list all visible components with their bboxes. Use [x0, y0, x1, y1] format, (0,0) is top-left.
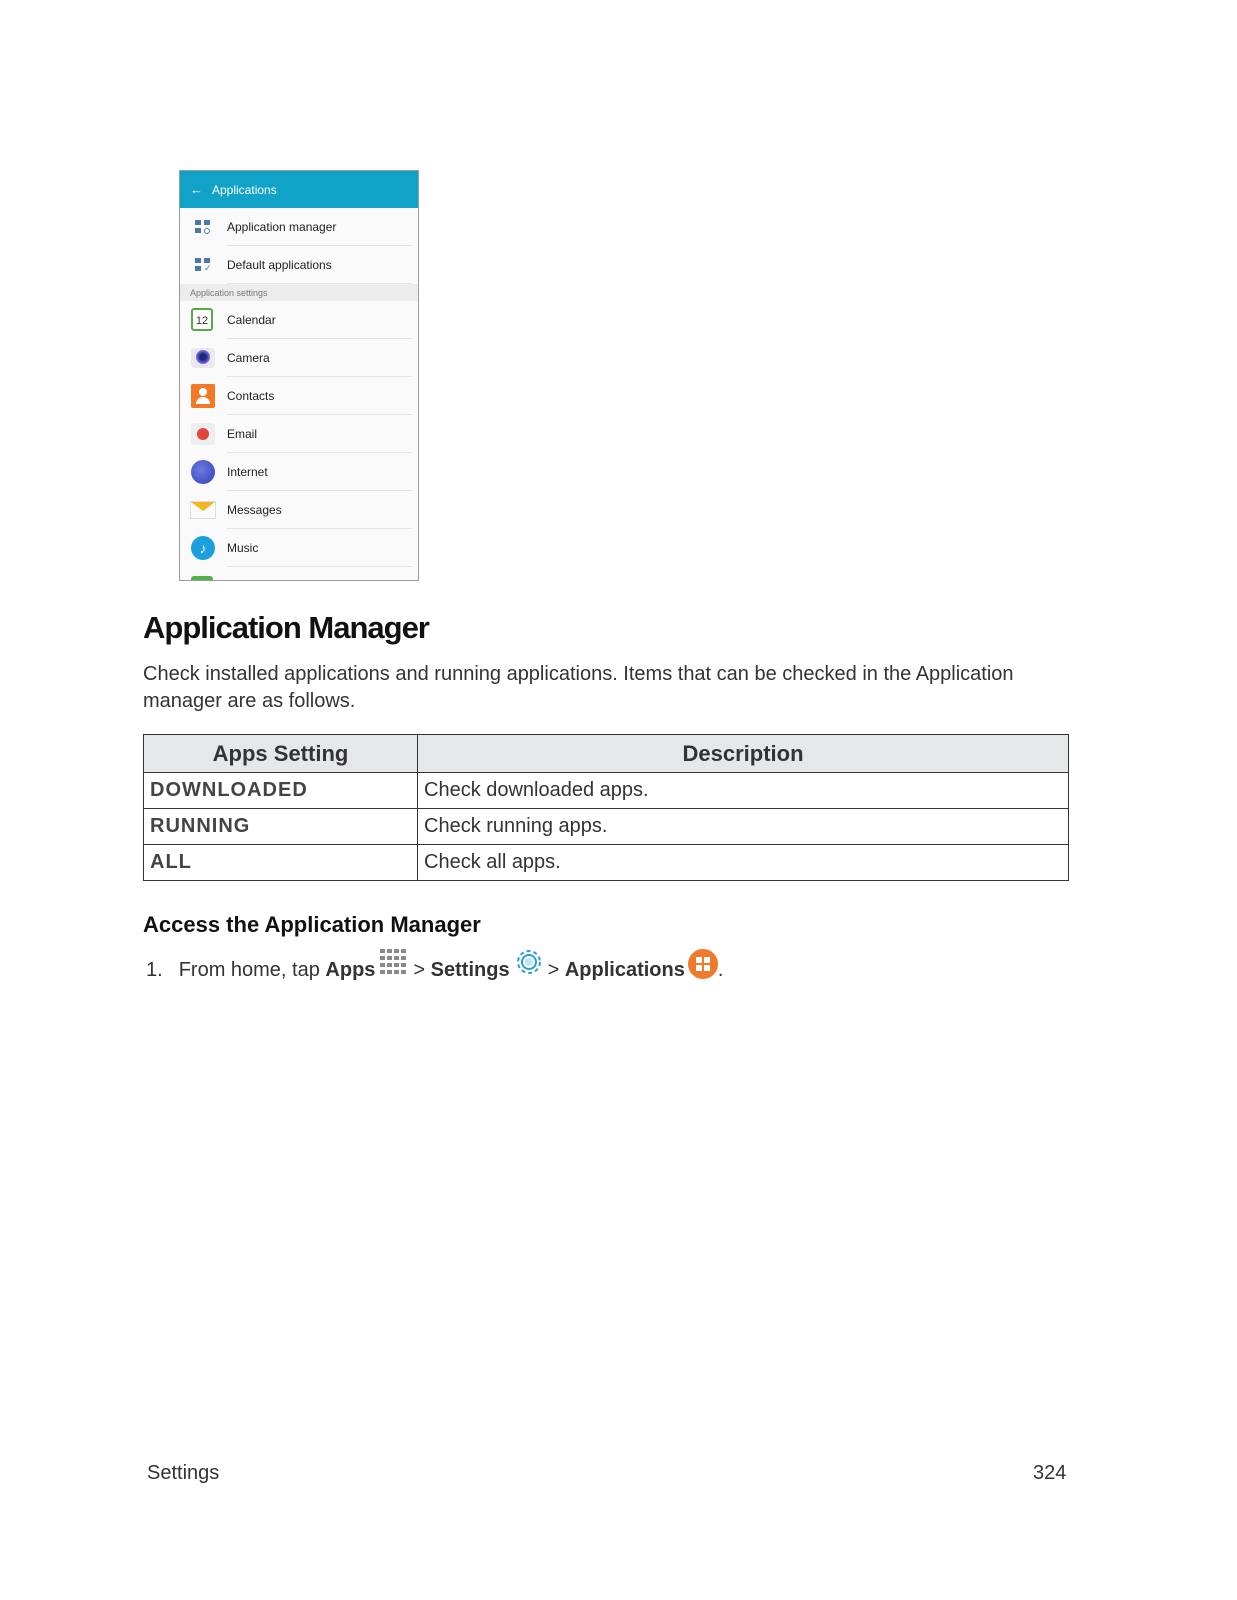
section-header: Application settings: [180, 284, 418, 301]
app-item-label: Music: [227, 541, 259, 555]
app-item-camera[interactable]: [180, 339, 418, 377]
menu-item-label: Application manager: [227, 220, 337, 234]
app-item-label: Email: [227, 427, 258, 441]
page-title: Application Manager: [143, 610, 429, 645]
setting-description: Check downloaded apps.: [418, 773, 1069, 809]
table-row: [144, 773, 1069, 809]
app-item-label: Camera: [227, 351, 270, 365]
setting-name: DOWNLOADED: [144, 773, 418, 809]
menu-item-default-applications[interactable]: [180, 246, 418, 284]
column-header: Apps Setting: [144, 735, 418, 773]
table-header-row: [144, 735, 1069, 773]
app-item-calendar[interactable]: [180, 301, 418, 339]
applications-icon: [688, 949, 718, 979]
step-number: 1.: [146, 958, 163, 981]
partial-app-icon: [191, 576, 213, 581]
step-end: .: [717, 958, 724, 981]
messages-icon: [190, 497, 216, 523]
footer-section: Settings: [147, 1462, 220, 1484]
internet-icon: [190, 459, 216, 485]
phone-screenshot: [179, 170, 419, 581]
setting-name: ALL: [144, 845, 418, 881]
apps-label: Apps: [325, 958, 376, 981]
menu-item-label: Default applications: [227, 258, 332, 272]
camera-icon: [190, 345, 216, 371]
app-item-messages[interactable]: [180, 491, 418, 529]
setting-name: RUNNING: [144, 809, 418, 845]
email-icon: [190, 421, 216, 447]
column-header: Description: [418, 735, 1069, 773]
contacts-icon: [190, 383, 216, 409]
apps-grid-icon: [378, 947, 410, 977]
default-apps-icon: ✓: [190, 252, 216, 278]
section-heading: Access the Application Manager: [143, 912, 481, 937]
music-icon: ♪: [190, 535, 216, 561]
separator: >: [413, 958, 426, 981]
phone-title: Applications: [212, 182, 277, 197]
table-row: [144, 809, 1069, 845]
app-item-label: Calendar: [227, 313, 276, 327]
page-number: 324: [1033, 1462, 1067, 1484]
applications-label: Applications: [564, 958, 685, 981]
app-item-email[interactable]: [180, 415, 418, 453]
app-item-label: Internet: [227, 465, 268, 479]
setting-description: Check running apps.: [418, 809, 1069, 845]
step-prefix: From home, tap: [178, 958, 320, 981]
menu-item-application-manager[interactable]: [180, 208, 418, 246]
app-manager-icon: [190, 214, 216, 240]
settings-gear-icon: [514, 947, 544, 977]
app-item-contacts[interactable]: [180, 377, 418, 415]
intro-paragraph: Check installed applications and running applications. Items that can be checked in the Application manager are as follows.: [143, 663, 1014, 712]
apps-setting-table: [143, 734, 1069, 881]
back-arrow-icon[interactable]: ←: [190, 182, 203, 197]
app-item-internet[interactable]: [180, 453, 418, 491]
phone-app-bar: [180, 171, 418, 208]
separator: >: [547, 958, 560, 981]
setting-description: Check all apps.: [418, 845, 1069, 881]
settings-label: Settings: [430, 958, 510, 981]
app-item-label: Contacts: [227, 389, 275, 403]
step-1: [146, 950, 723, 990]
calendar-icon: 12: [190, 307, 216, 333]
app-item-label: Messages: [227, 503, 282, 517]
app-item-music[interactable]: [180, 529, 418, 567]
table-row: [144, 845, 1069, 881]
